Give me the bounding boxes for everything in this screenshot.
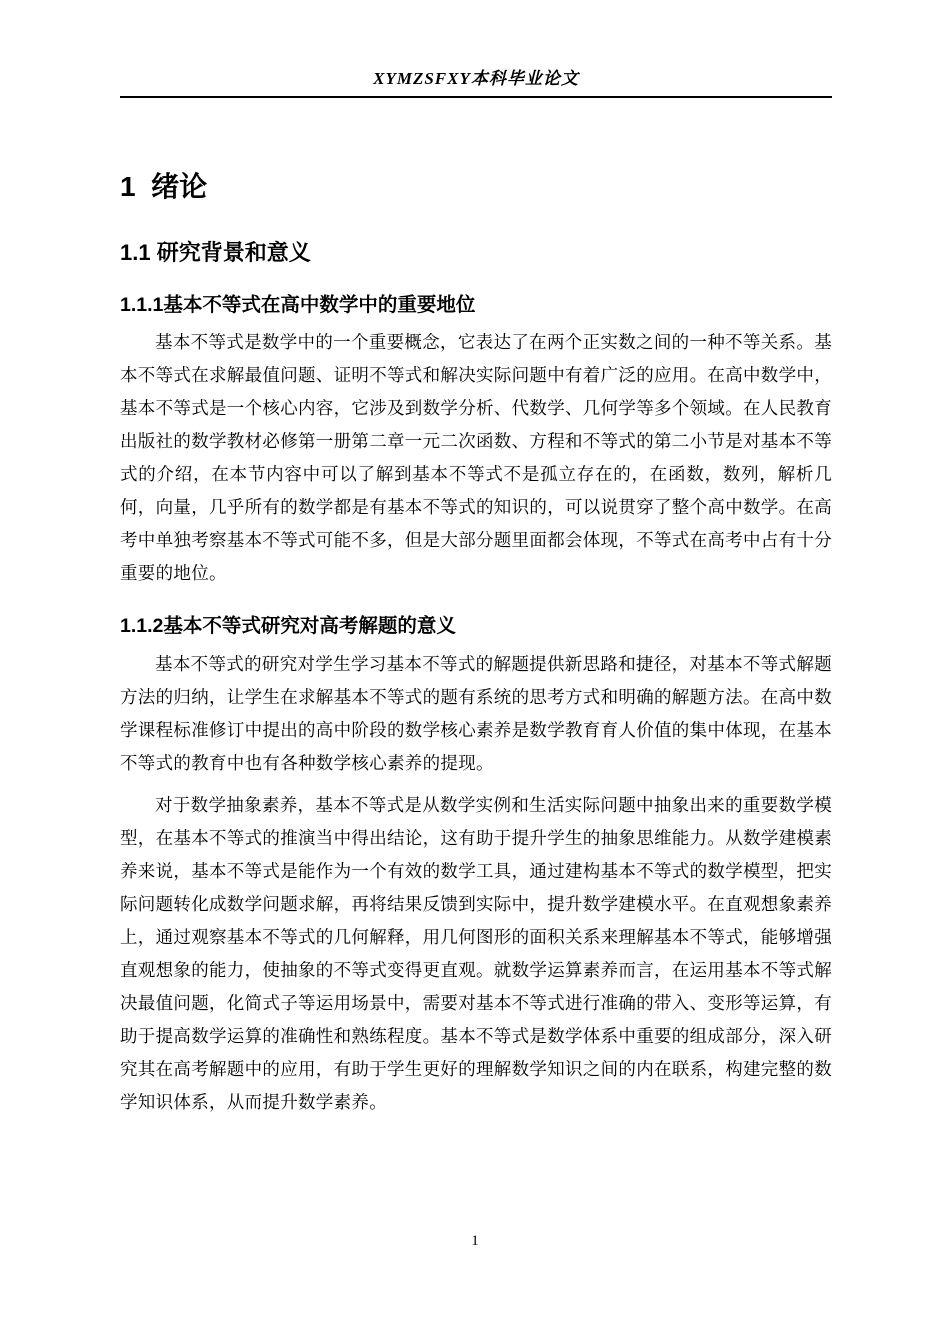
chapter-heading: 1 绪论 — [120, 171, 208, 202]
running-header-title: XYMZSFXY本科毕业论文 — [373, 69, 579, 88]
paragraph-2: 基本不等式的研究对学生学习基本不等式的解题提供新思路和捷径，对基本不等式解题方法的归纳，让学生在求解基本不等式的题有系统的思考方式和明确的解题方法。在高中数学课程标准修订中提出的高中阶段的数学核心素养是数学教育育人价值的集中体现，在基本不等式的教育中也有各种数学核心素养的提现。 — [120, 653, 832, 773]
section-heading-1-1: 1.1 研究背景和意义 — [120, 239, 311, 265]
page-content-area — [120, 0, 832, 1119]
subsection-heading-1-1-1: 1.1.1基本不等式在高中数学中的重要地位 — [120, 293, 476, 316]
subsection-heading-1-1-2: 1.1.2基本不等式研究对高考解题的意义 — [120, 615, 456, 638]
paragraph-3: 对于数学抽象素养，基本不等式是从数学实例和生活实际问题中抽象出来的重要数学模型，在基本不等式的推演当中得出结论，这有助于提升学生的抽象思维能力。从数学建模素养来说，基本不等式是能作为一个有效的数学工具，通过建构基本不等式的数学模型，把实际问题转化成数学问题求解，再将结果反馈到实际中，提升数学建模水平。在直观想象素养上，通过观察基本不等式的几何解释，用几何图形的面积关系来理解基本不等式，能够增强直观想象的能力，使抽象的不等式变得更直观。就数学运算素养而言，在运用基本不等式解决最值问题，化简式子等运用场景中，需要对基本不等式进行准确的带入、变形等运算，有助于提高数学运算的准确性和熟练程度。基本不等式是数学体系中重要的组成部分，深入研究其在高考解题中的应用，有助于学生更好的理解数学知识之间的内在联系，构建完整的数学知识体系，从而提升数学素养。 — [120, 794, 832, 1112]
page-number: 1 — [471, 1233, 479, 1249]
paragraph-1: 基本不等式是数学中的一个重要概念，它表达了在两个正实数之间的一种不等关系。基本不等式在求解最值问题、证明不等式和解决实际问题中有着广泛的应用。在高中数学中，基本不等式是一个核心内容，它涉及到数学分析、代数学、几何学等多个领域。在人民教育出版社的数学教材必修第一册第二章一元二次函数、方程和不等式的第二小节是对基本不等式的介绍，在本节内容中可以了解到基本不等式不是孤立存在的，在函数，数列，解析几何，向量，几乎所有的数学都是有基本不等式的知识的，可以说贯穿了整个高中数学。在高考中单独考察基本不等式可能不多，但是大部分题里面都会体现，不等式在高考中占有十分重要的地位。 — [120, 332, 832, 584]
running-header — [120, 0, 832, 98]
